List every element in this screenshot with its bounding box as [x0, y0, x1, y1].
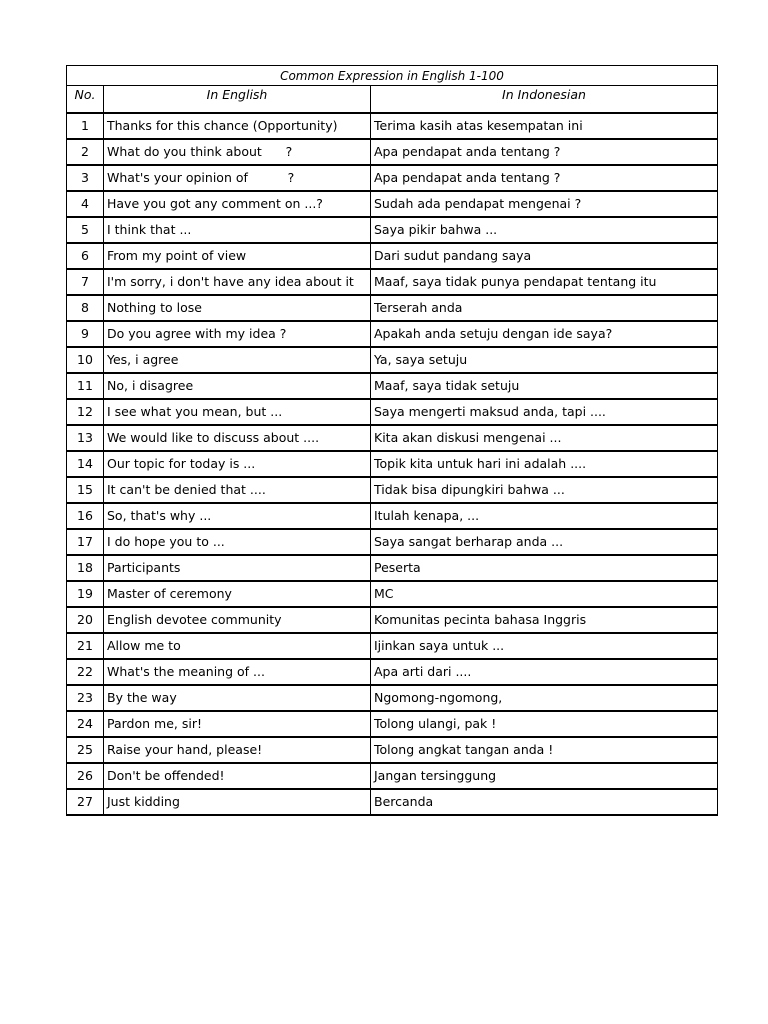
row-number: 6: [67, 243, 104, 269]
table-header-row: [67, 86, 718, 114]
indonesian-translation: Sudah ada pendapat mengenai ?: [371, 191, 718, 217]
table-row: [67, 191, 718, 217]
english-expression: Raise your hand, please!: [104, 737, 371, 763]
row-number: 1: [67, 113, 104, 139]
indonesian-translation: Terima kasih atas kesempatan ini: [371, 113, 718, 139]
table-row: [67, 555, 718, 581]
table-row: [67, 451, 718, 477]
table-row: [67, 373, 718, 399]
english-expression: I'm sorry, i don't have any idea about it: [104, 269, 371, 295]
table-row: [67, 399, 718, 425]
table-row: [67, 529, 718, 555]
row-number: 23: [67, 685, 104, 711]
row-number: 25: [67, 737, 104, 763]
header-indonesian: In Indonesian: [371, 86, 718, 114]
table-row: [67, 321, 718, 347]
english-expression: Nothing to lose: [104, 295, 371, 321]
table-title-row: [67, 66, 718, 86]
expression-table: [66, 65, 718, 816]
indonesian-translation: Apa pendapat anda tentang ?: [371, 139, 718, 165]
english-expression: Just kidding: [104, 789, 371, 815]
row-number: 15: [67, 477, 104, 503]
row-number: 17: [67, 529, 104, 555]
row-number: 5: [67, 217, 104, 243]
indonesian-translation: Dari sudut pandang saya: [371, 243, 718, 269]
table-row: [67, 243, 718, 269]
row-number: 11: [67, 373, 104, 399]
indonesian-translation: Saya sangat berharap anda ...: [371, 529, 718, 555]
english-expression: From my point of view: [104, 243, 371, 269]
row-number: 3: [67, 165, 104, 191]
indonesian-translation: Itulah kenapa, ...: [371, 503, 718, 529]
english-expression: Master of ceremony: [104, 581, 371, 607]
row-number: 8: [67, 295, 104, 321]
table-row: [67, 425, 718, 451]
row-number: 27: [67, 789, 104, 815]
indonesian-translation: Tidak bisa dipungkiri bahwa ...: [371, 477, 718, 503]
english-expression: I do hope you to ...: [104, 529, 371, 555]
indonesian-translation: Maaf, saya tidak punya pendapat tentang itu: [371, 269, 718, 295]
table-row: [67, 165, 718, 191]
header-no: No.: [67, 86, 104, 114]
table-row: [67, 581, 718, 607]
table-row: [67, 139, 718, 165]
table-row: [67, 789, 718, 815]
row-number: 16: [67, 503, 104, 529]
english-expression: I see what you mean, but ...: [104, 399, 371, 425]
table-row: [67, 607, 718, 633]
row-number: 24: [67, 711, 104, 737]
row-number: 13: [67, 425, 104, 451]
english-expression: What's the meaning of ...: [104, 659, 371, 685]
row-number: 10: [67, 347, 104, 373]
indonesian-translation: Komunitas pecinta bahasa Inggris: [371, 607, 718, 633]
table-row: [67, 217, 718, 243]
row-number: 18: [67, 555, 104, 581]
english-expression: English devotee community: [104, 607, 371, 633]
row-number: 14: [67, 451, 104, 477]
english-expression: It can't be denied that ....: [104, 477, 371, 503]
table-row: [67, 477, 718, 503]
indonesian-translation: MC: [371, 581, 718, 607]
row-number: 12: [67, 399, 104, 425]
indonesian-translation: Jangan tersinggung: [371, 763, 718, 789]
table-row: [67, 659, 718, 685]
row-number: 19: [67, 581, 104, 607]
indonesian-translation: Maaf, saya tidak setuju: [371, 373, 718, 399]
table-row: [67, 347, 718, 373]
english-expression: What do you think about ?: [104, 139, 371, 165]
table-title: Common Expression in English 1-100: [67, 66, 718, 86]
english-expression: We would like to discuss about ....: [104, 425, 371, 451]
row-number: 26: [67, 763, 104, 789]
row-number: 9: [67, 321, 104, 347]
table-row: [67, 737, 718, 763]
indonesian-translation: Terserah anda: [371, 295, 718, 321]
indonesian-translation: Topik kita untuk hari ini adalah ....: [371, 451, 718, 477]
row-number: 4: [67, 191, 104, 217]
english-expression: I think that ...: [104, 217, 371, 243]
english-expression: Participants: [104, 555, 371, 581]
english-expression: What's your opinion of ?: [104, 165, 371, 191]
table-row: [67, 113, 718, 139]
table-row: [67, 711, 718, 737]
row-number: 22: [67, 659, 104, 685]
indonesian-translation: Ijinkan saya untuk ...: [371, 633, 718, 659]
english-expression: Do you agree with my idea ?: [104, 321, 371, 347]
indonesian-translation: Tolong ulangi, pak !: [371, 711, 718, 737]
table-row: [67, 269, 718, 295]
indonesian-translation: Apa pendapat anda tentang ?: [371, 165, 718, 191]
indonesian-translation: Ngomong-ngomong,: [371, 685, 718, 711]
english-expression: Yes, i agree: [104, 347, 371, 373]
table-row: [67, 503, 718, 529]
table-row: [67, 763, 718, 789]
indonesian-translation: Apa arti dari ....: [371, 659, 718, 685]
indonesian-translation: Peserta: [371, 555, 718, 581]
indonesian-translation: Bercanda: [371, 789, 718, 815]
row-number: 2: [67, 139, 104, 165]
row-number: 21: [67, 633, 104, 659]
table-row: [67, 295, 718, 321]
row-number: 20: [67, 607, 104, 633]
indonesian-translation: Tolong angkat tangan anda !: [371, 737, 718, 763]
indonesian-translation: Kita akan diskusi mengenai ...: [371, 425, 718, 451]
english-expression: Thanks for this chance (Opportunity): [104, 113, 371, 139]
english-expression: Allow me to: [104, 633, 371, 659]
indonesian-translation: Saya pikir bahwa ...: [371, 217, 718, 243]
english-expression: Don't be offended!: [104, 763, 371, 789]
indonesian-translation: Apakah anda setuju dengan ide saya?: [371, 321, 718, 347]
english-expression: No, i disagree: [104, 373, 371, 399]
table-body: [67, 113, 718, 815]
english-expression: Pardon me, sir!: [104, 711, 371, 737]
english-expression: So, that's why ...: [104, 503, 371, 529]
row-number: 7: [67, 269, 104, 295]
table-row: [67, 685, 718, 711]
table-row: [67, 633, 718, 659]
english-expression: Have you got any comment on ...?: [104, 191, 371, 217]
indonesian-translation: Ya, saya setuju: [371, 347, 718, 373]
english-expression: By the way: [104, 685, 371, 711]
header-english: In English: [104, 86, 371, 114]
english-expression: Our topic for today is ...: [104, 451, 371, 477]
indonesian-translation: Saya mengerti maksud anda, tapi ....: [371, 399, 718, 425]
